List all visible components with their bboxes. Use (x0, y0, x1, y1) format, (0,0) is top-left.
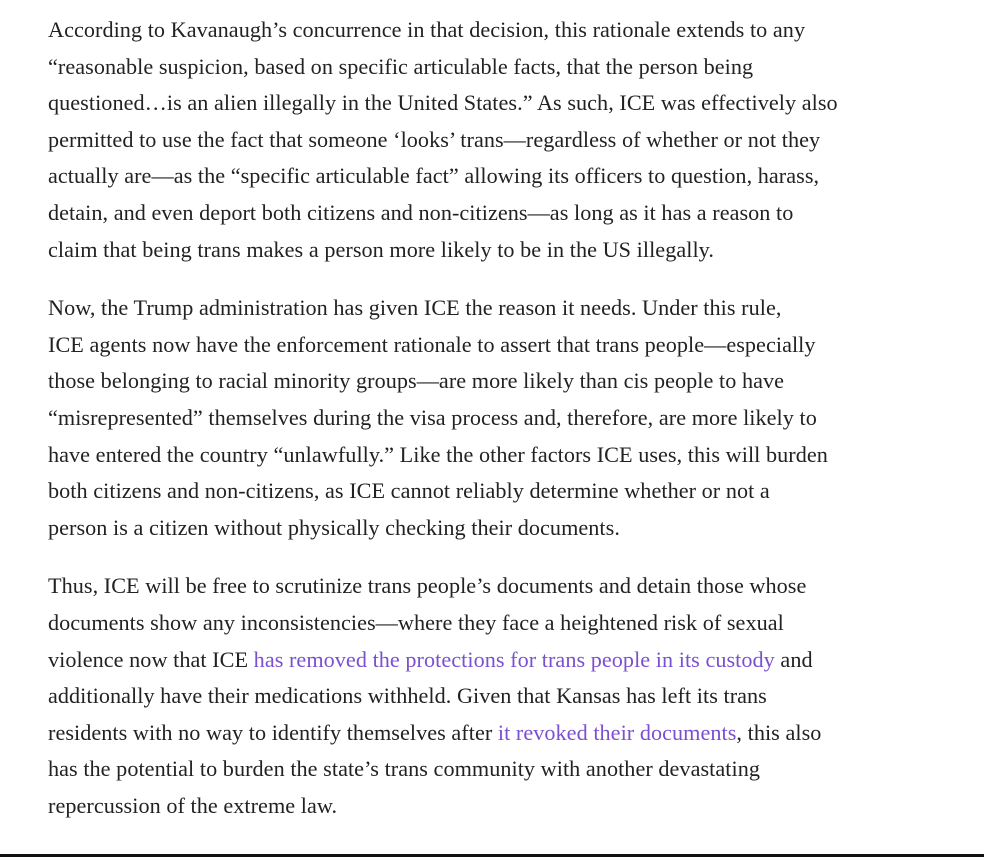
text-line: actually are—as the “specific articulable fact” allowing its officers to question, harass, (48, 163, 820, 189)
text-line: “misrepresented” themselves during the visa process and, therefore, are more likely to (48, 404, 817, 430)
custody-protections-link[interactable]: has removed the protections for trans people in its custody (253, 646, 775, 672)
text-line: have entered the country “unlawfully.” Like the other factors ICE uses, this will burden (48, 441, 828, 467)
text-line: documents show any inconsistencies—where they face a heightened risk of sexual (48, 609, 784, 635)
text-line: claim that being trans makes a person more likely to be in the US illegally. (48, 236, 714, 262)
text-line: person is a citizen without physically checking their documents. (48, 514, 620, 540)
text-segment: violence now that ICE (48, 646, 254, 672)
paragraph-kavanaugh-concurrence (48, 12, 948, 268)
text-segment: residents with no way to identify themselves after (48, 719, 498, 745)
text-line: questioned…is an alien illegally in the United States.” As such, ICE was effectively also (48, 90, 838, 116)
text-segment: and (774, 646, 813, 672)
text-line: permitted to use the fact that someone ‘looks’ trans—regardless of whether or not they (48, 126, 821, 152)
text-line: has the potential to burden the state’s trans community with another devastating (48, 756, 760, 782)
text-line: additionally have their medications withheld. Given that Kansas has left its trans (48, 683, 767, 709)
revoked-documents-link[interactable]: it revoked their documents (497, 719, 737, 745)
text-line: detain, and even deport both citizens and non-citizens—as long as it has a reason to (48, 199, 794, 225)
text-line: Thus, ICE will be free to scrutinize trans people’s documents and detain those whose (48, 573, 807, 599)
text-line-with-link (48, 715, 948, 752)
paragraph-ice-scrutiny (48, 568, 948, 824)
text-line: those belonging to racial minority groups—are more likely than cis people to have (48, 368, 785, 394)
text-line: repercussion of the extreme law. (48, 792, 338, 818)
text-line: “reasonable suspicion, based on specific articulable facts, that the person being (48, 53, 754, 79)
text-line: both citizens and non-citizens, as ICE cannot reliably determine whether or not a (48, 478, 770, 504)
article-body (48, 12, 948, 824)
text-line: Now, the Trump administration has given ICE the reason it needs. Under this rule, (48, 295, 782, 321)
text-line: According to Kavanaugh’s concurrence in that decision, this rationale extends to any (48, 17, 806, 42)
text-line-with-link (48, 642, 948, 679)
text-segment: , this also (736, 719, 822, 745)
paragraph-trump-administration (48, 290, 948, 546)
text-line: ICE agents now have the enforcement rationale to assert that trans people—especially (48, 331, 816, 357)
